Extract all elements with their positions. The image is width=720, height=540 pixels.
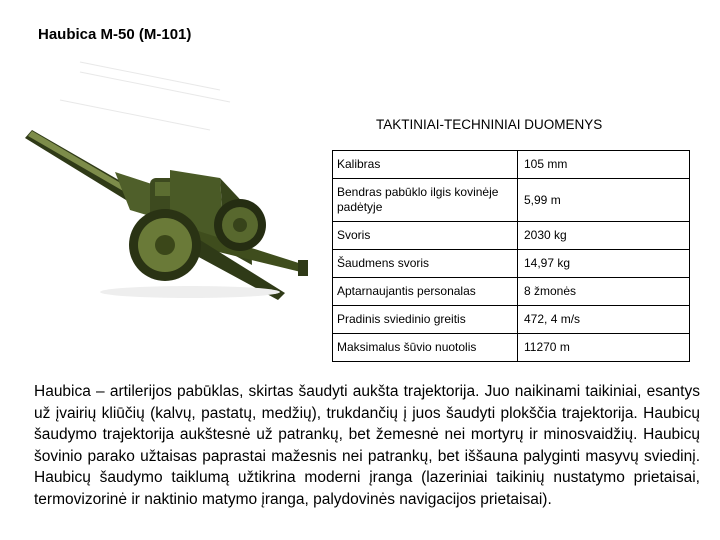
spec-label: Šaudmens svoris <box>333 250 518 278</box>
table-row <box>333 179 690 222</box>
howitzer-illustration <box>20 60 320 310</box>
spec-value: 2030 kg <box>518 222 690 250</box>
spec-value: 11270 m <box>518 334 690 362</box>
spec-label: Aptarnaujantis personalas <box>333 278 518 306</box>
spec-value: 472, 4 m/s <box>518 306 690 334</box>
table-row <box>333 306 690 334</box>
specs-table <box>332 150 690 362</box>
spec-value: 5,99 m <box>518 179 690 222</box>
page-title: Haubica M-50 (M-101) <box>38 26 192 43</box>
description-paragraph: Haubica – artilerijos pabūklas, skirtas šaudyti aukšta trajektorija. Juo naikinami taikiniai, esantys už įvairių kliūčių (kalvų, pastatų, medžių), trukdančių į juos šaudyti plokščia trajektorija. Haubicų šaudymo trajektorija aukštesnė už patrankų, bet žemesnė nei mortyrų ir minosvaidžių. Haubicų šovinio parako užtaisas paprastai mažesnis nei patrankų, bet iššauna palyginti masyvų sviedinį. Haubicų šaudymo taiklumą užtikrina moderni įranga (lazeriniai taikinių nustatymo prietaisai, termovizorinė ir naktinio matymo įranga, palydovinės navigacijos prietaisai). <box>34 383 700 508</box>
table-row <box>333 250 690 278</box>
spec-label: Maksimalus šūvio nuotolis <box>333 334 518 362</box>
spec-label: Bendras pabūklo ilgis kovinėje padėtyje <box>333 179 518 222</box>
table-row <box>333 278 690 306</box>
spec-value: 14,97 kg <box>518 250 690 278</box>
specs-heading: TAKTINIAI-TECHNINIAI DUOMENYS <box>376 117 603 132</box>
table-row <box>333 151 690 179</box>
spec-label: Svoris <box>333 222 518 250</box>
table-row <box>333 222 690 250</box>
table-row <box>333 334 690 362</box>
spec-value: 8 žmonės <box>518 278 690 306</box>
spec-label: Kalibras <box>333 151 518 179</box>
spec-label: Pradinis sviedinio greitis <box>333 306 518 334</box>
spec-value: 105 mm <box>518 151 690 179</box>
